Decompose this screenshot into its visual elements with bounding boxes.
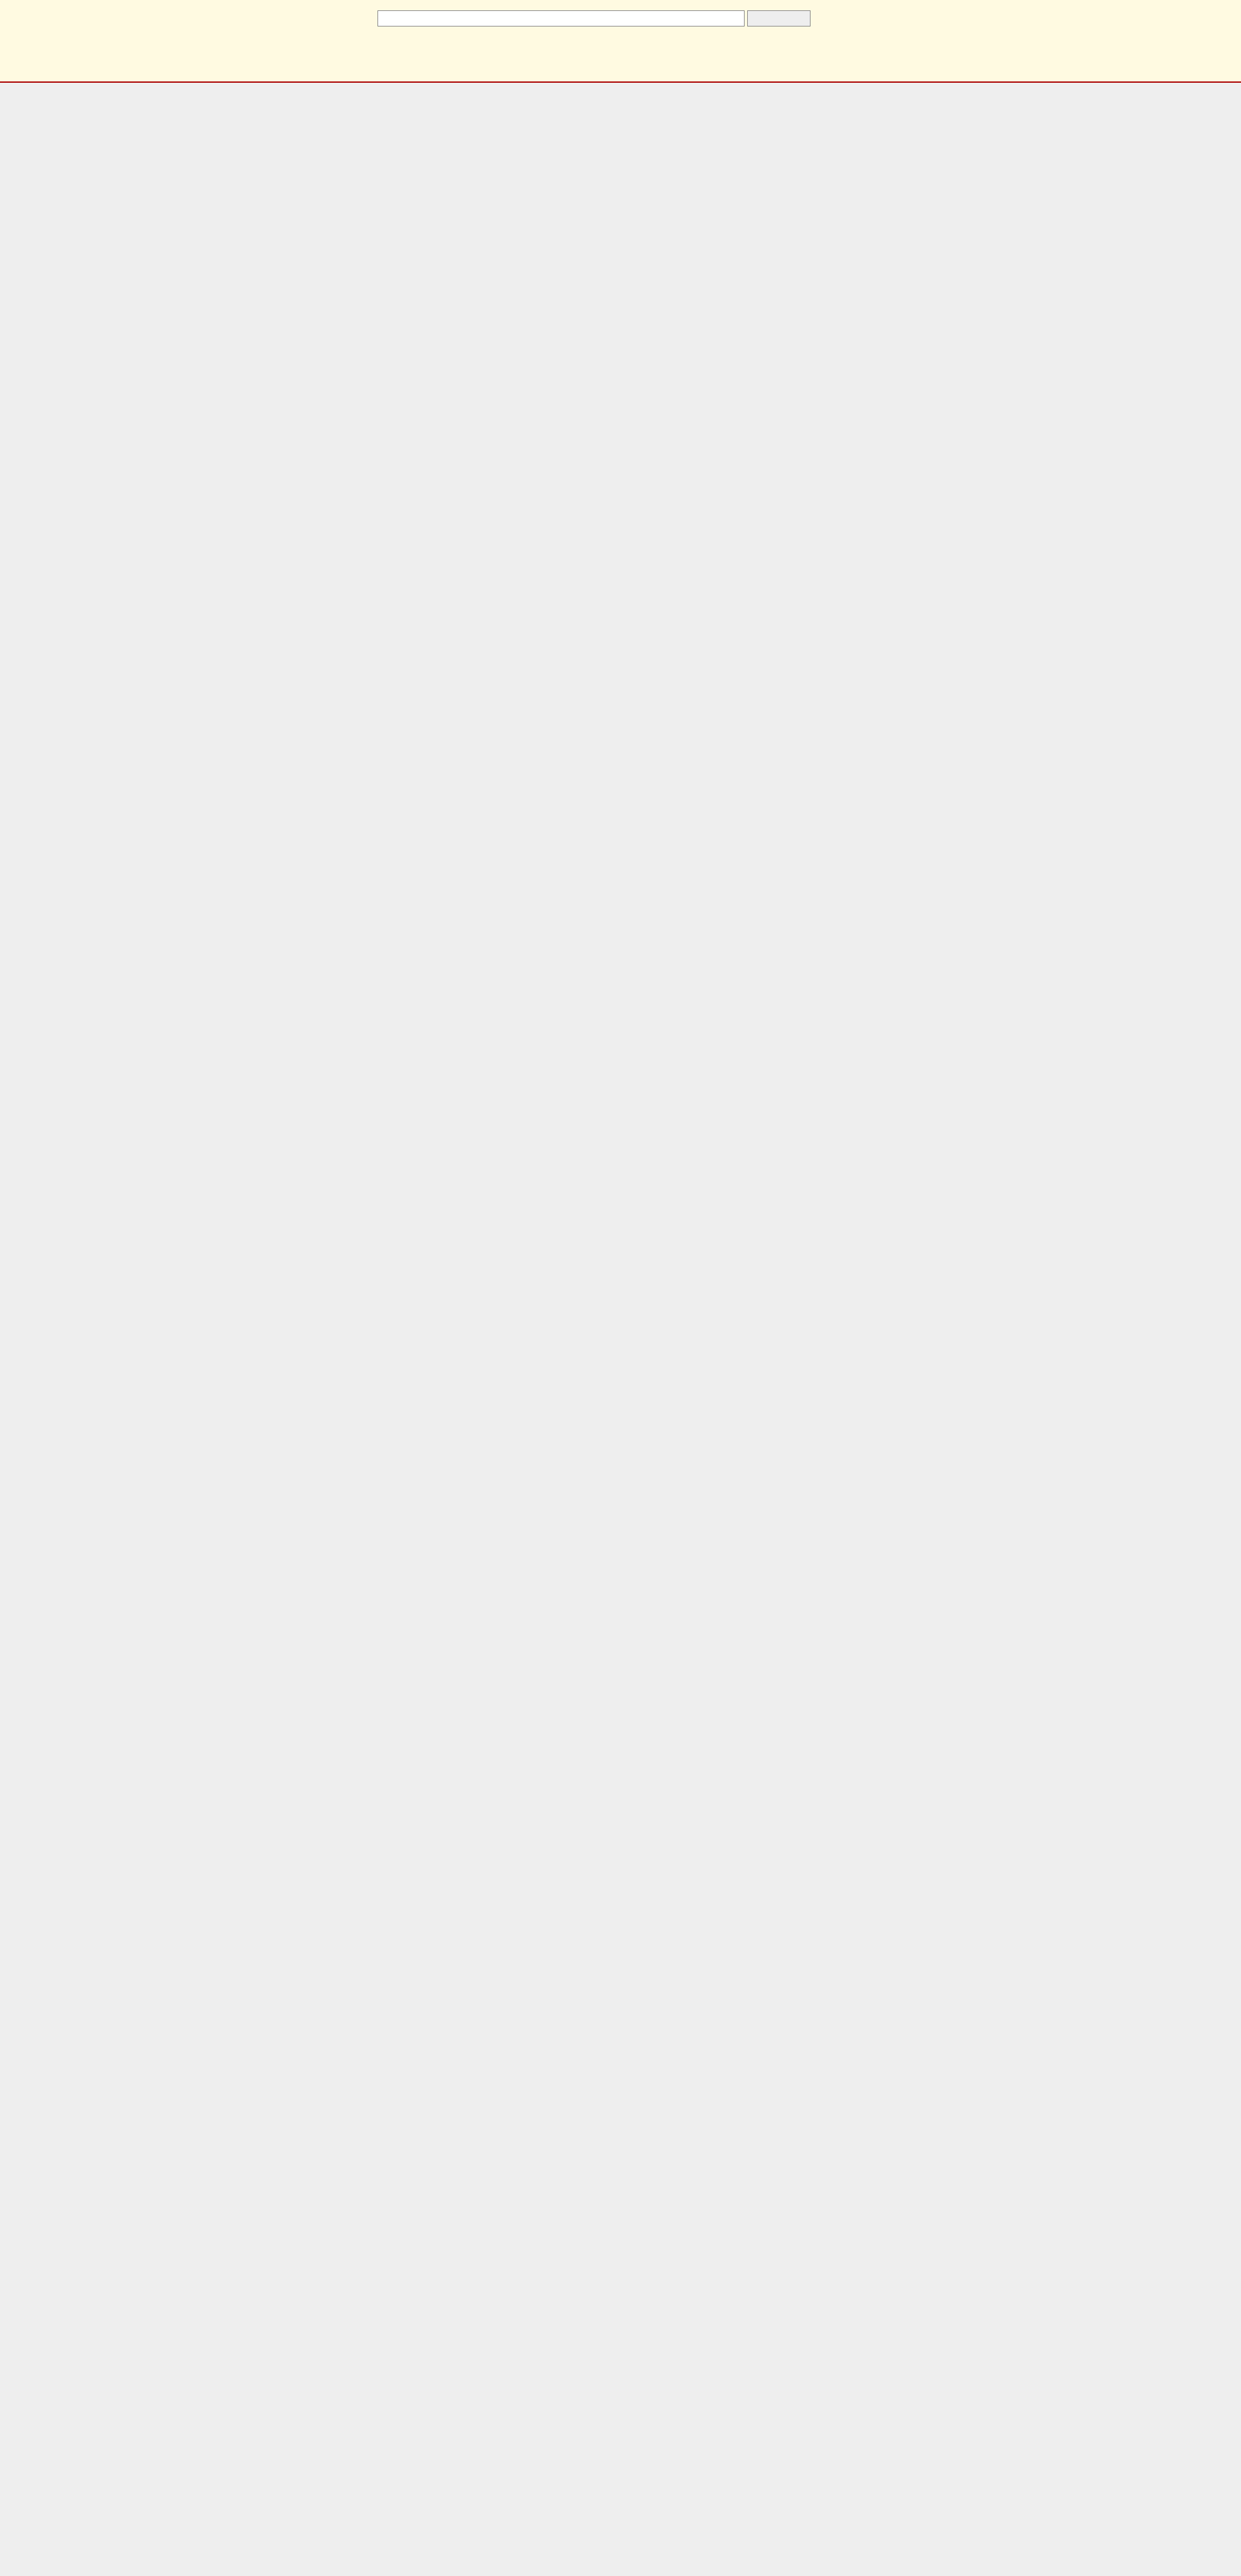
archive-toolbar bbox=[0, 0, 1241, 83]
archived-url-input[interactable] bbox=[377, 10, 745, 27]
search-button[interactable] bbox=[747, 10, 811, 27]
